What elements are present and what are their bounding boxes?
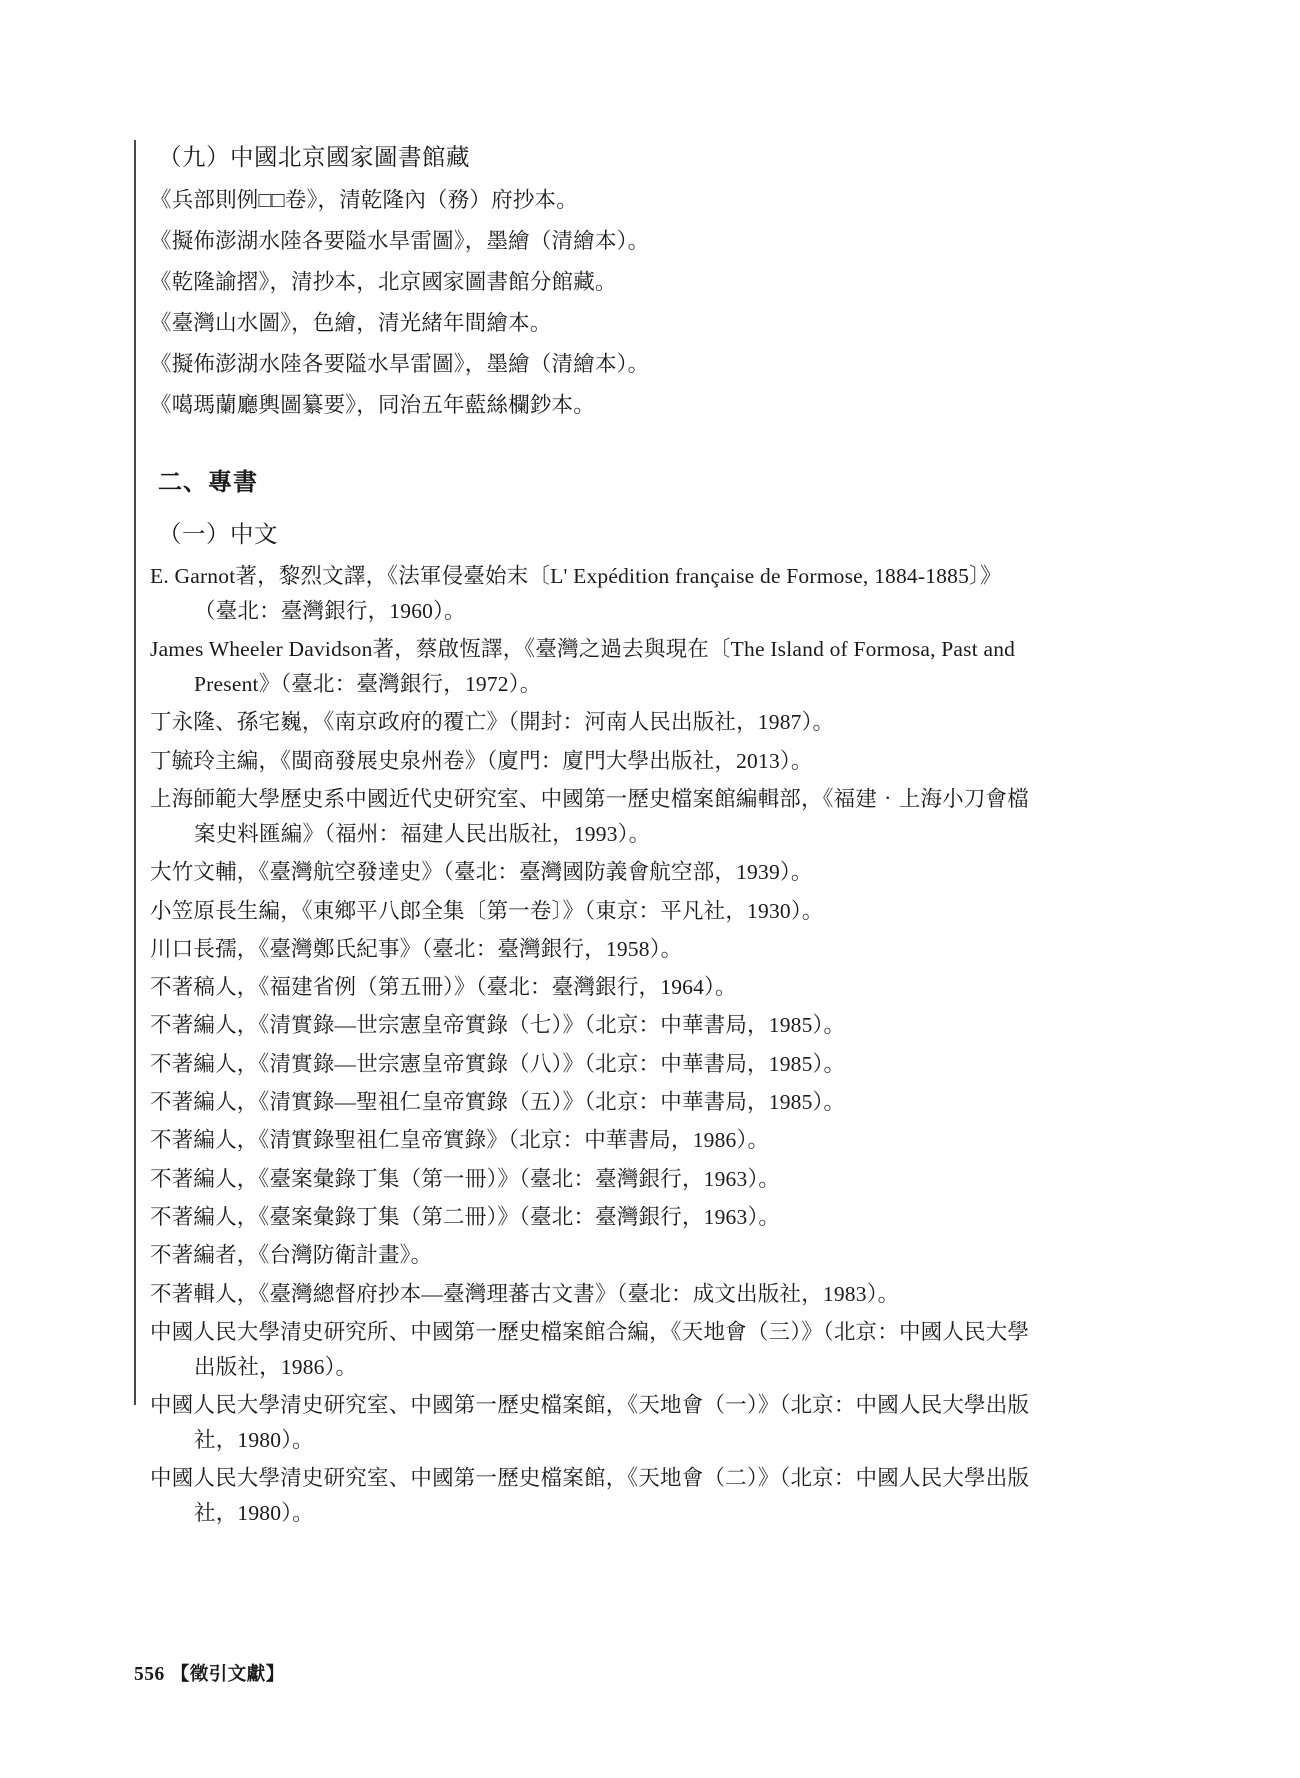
bibliography-entry xyxy=(150,1047,1150,1082)
entry-line: 不著編者，《台灣防衛計畫》。 xyxy=(150,1243,433,1268)
entry-line: 不著編人，《清實錄聖祖仁皇帝實錄》（北京：中華書局，1986）。 xyxy=(150,1128,770,1153)
page-footer xyxy=(134,1660,285,1686)
entry-line: James Wheeler Davidson著，蔡啟恆譯，《臺灣之過去與現在〔The Island of Formosa, Past and xyxy=(150,637,1016,662)
page-content xyxy=(150,140,1150,1535)
list-item: 《臺灣山水圖》，色繪，清光緒年間繪本。 xyxy=(150,311,552,336)
entry-line: 不著輯人，《臺灣總督府抄本—臺灣理蕃古文書》（臺北：成文出版社，1983）。 xyxy=(150,1281,900,1306)
section-nine-list xyxy=(150,182,1150,424)
section-heading-two: 二、專書 xyxy=(158,470,258,497)
left-margin-rule xyxy=(134,140,136,1405)
entry-line: 案史料匯編》（福州：福建人民出版社，1993）。 xyxy=(194,821,651,846)
bibliography-entry xyxy=(150,559,1150,629)
bibliography-entry xyxy=(150,632,1150,702)
section-heading-nine: （九）中國北京國家圖書館藏 xyxy=(158,145,470,171)
bibliography-entry xyxy=(150,1085,1150,1120)
bibliography-entry xyxy=(150,970,1150,1005)
bibliography-entry xyxy=(150,705,1150,740)
bibliography-entry xyxy=(150,1200,1150,1235)
entry-line: 不著編人，《清實錄—世宗憲皇帝實錄（八）》（北京：中華書局，1985）。 xyxy=(150,1051,846,1076)
entry-line: 上海師範大學歷史系中國近代史研究室、中國第一歷史檔案館編輯部，《福建‧上海小刀會檔 xyxy=(150,787,1029,812)
bibliography-entry xyxy=(150,744,1150,779)
list-item: 《噶瑪蘭廳輿圖纂要》，同治五年藍絲欄鈔本。 xyxy=(150,393,595,418)
entry-line: 大竹文輔，《臺灣航空發達史》（臺北：臺灣國防義會航空部，1939）。 xyxy=(150,860,813,885)
bibliography-entry xyxy=(150,1238,1150,1273)
entry-line: 社，1980）。 xyxy=(194,1501,314,1526)
bibliography-entry xyxy=(150,894,1150,929)
entry-line: 中國人民大學清史研究所、中國第一歷史檔案館合編，《天地會（三）》（北京：中國人民大學 xyxy=(150,1320,1030,1345)
bibliography-entry xyxy=(150,1315,1150,1385)
page-number: 556 xyxy=(134,1664,165,1685)
bibliography-entry xyxy=(150,1388,1150,1458)
footer-title: 【徵引文獻】 xyxy=(170,1663,285,1684)
entry-line: 中國人民大學清史研究室、中國第一歷史檔案館，《天地會（二）》（北京：中國人民大學出版 xyxy=(150,1466,1030,1491)
bibliography-entry xyxy=(150,1277,1150,1312)
list-item: 《擬佈澎湖水陸各要隘水旱雷圖》，墨繪（清繪本）。 xyxy=(150,229,650,254)
entry-line: 出版社，1986）。 xyxy=(194,1354,358,1379)
entry-line: 丁毓玲主編，《閩商發展史泉州卷》（廈門：廈門大學出版社，2013）。 xyxy=(150,748,813,773)
list-item: 《擬佈澎湖水陸各要隘水旱雷圖》，墨繪（清繪本）。 xyxy=(150,352,650,377)
bibliography-entry xyxy=(150,855,1150,890)
entry-line: 不著編人，《清實錄—聖祖仁皇帝實錄（五）》（北京：中華書局，1985）。 xyxy=(150,1090,846,1115)
entry-line: 小笠原長生編，《東鄉平八郎全集〔第一卷〕》（東京：平凡社，1930）。 xyxy=(150,898,824,923)
bibliography-entry xyxy=(150,1461,1150,1531)
subsection-heading-chinese: （一）中文 xyxy=(158,521,278,548)
spacer xyxy=(150,503,1150,517)
list-item: 《兵部則例□□卷》，清乾隆內（務）府抄本。 xyxy=(150,188,578,213)
bibliography-entry xyxy=(150,1162,1150,1197)
entry-line: 中國人民大學清史研究室、中國第一歷史檔案館，《天地會（一）》（北京：中國人民大學出版 xyxy=(150,1393,1030,1418)
entry-line: 川口長孺，《臺灣鄭氏紀事》（臺北：臺灣銀行，1958）。 xyxy=(150,936,683,961)
entry-line: 不著編人，《臺案彙錄丁集（第二冊）》（臺北：臺灣銀行，1963）。 xyxy=(150,1205,781,1230)
entry-line: Present》（臺北：臺灣銀行，1972）。 xyxy=(194,672,542,697)
entry-line: 丁永隆、孫宅巍，《南京政府的覆亡》（開封：河南人民出版社，1987）。 xyxy=(150,710,835,735)
bibliography-list xyxy=(150,559,1150,1531)
entry-line: 社，1980）。 xyxy=(194,1428,314,1453)
entry-line: 不著編人，《臺案彙錄丁集（第一冊）》（臺北：臺灣銀行，1963）。 xyxy=(150,1166,781,1191)
entry-line: （臺北：臺灣銀行，1960）。 xyxy=(194,598,466,623)
entry-line: E. Garnot著，黎烈文譯，《法軍侵臺始末〔L' Expédition française de Formose, 1884-1885〕》 xyxy=(150,564,1002,589)
bibliography-entry xyxy=(150,1008,1150,1043)
bibliography-entry xyxy=(150,1123,1150,1158)
bibliography-entry xyxy=(150,932,1150,967)
entry-line: 不著編人，《清實錄—世宗憲皇帝實錄（七）》（北京：中華書局，1985）。 xyxy=(150,1013,846,1038)
spacer xyxy=(150,428,1150,464)
entry-line: 不著稿人，《福建省例（第五冊）》（臺北：臺灣銀行，1964）。 xyxy=(150,975,737,1000)
list-item: 《乾隆諭摺》，清抄本，北京國家圖書館分館藏。 xyxy=(150,270,617,295)
bibliography-entry xyxy=(150,782,1150,852)
